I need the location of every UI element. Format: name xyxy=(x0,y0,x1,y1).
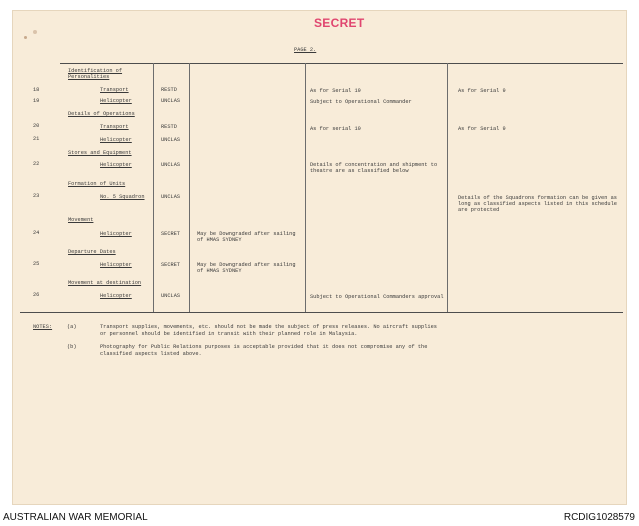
footer-source: AUSTRALIAN WAR MEMORIAL xyxy=(3,512,148,523)
section-heading: Details of Operations xyxy=(68,111,135,117)
other-cell: As for Serial 9 xyxy=(458,126,506,132)
column-divider xyxy=(189,63,190,312)
serial-number: 25 xyxy=(33,261,40,267)
downgrade-note: May be Downgraded after sailing of HMAS SYDNEY xyxy=(197,262,296,274)
remarks-cell: Details of concentration and shipment to theatre are as classified below xyxy=(310,162,438,174)
classification-cell: SECRET xyxy=(161,262,181,268)
item-name: No. 5 Squadron xyxy=(100,194,145,200)
table-top-rule xyxy=(60,63,623,64)
section-heading: Movement at destination xyxy=(68,280,142,286)
section-heading: Stores and Equipment xyxy=(68,150,132,156)
section-heading: Movement xyxy=(68,217,94,223)
punch-hole-mark xyxy=(24,36,27,39)
stain-mark xyxy=(33,30,37,34)
remarks-cell: Subject to Operational Commander xyxy=(310,99,412,105)
document-page xyxy=(12,10,627,505)
remarks-cell: Subject to Operational Commanders approval xyxy=(310,294,444,300)
item-name: Helicopter xyxy=(100,231,132,237)
other-cell: As for Serial 9 xyxy=(458,88,506,94)
classification-cell: UNCLAS xyxy=(161,162,181,168)
classification-cell: UNCLAS xyxy=(161,137,181,143)
notes-heading: NOTES: xyxy=(33,324,53,330)
downgrade-note: May be Downgraded after sailing of HMAS SYDNEY xyxy=(197,231,296,243)
section-heading: Identification of Personalities xyxy=(68,68,123,80)
serial-number: 19 xyxy=(33,98,40,104)
item-name: Helicopter xyxy=(100,137,132,143)
footer-record-id: RCDIG1028579 xyxy=(563,512,635,523)
item-name: Helicopter xyxy=(100,162,132,168)
serial-number: 24 xyxy=(33,230,40,236)
item-name: Transport xyxy=(100,87,129,93)
serial-number: 20 xyxy=(33,123,40,129)
note-text: Transport supplies, movements, etc. should not be made the subject of press releases. No aircraft supplies xyxy=(100,324,437,330)
item-name: Helicopter xyxy=(100,262,132,268)
classification-cell: UNCLAS xyxy=(161,98,181,104)
column-divider xyxy=(153,63,154,312)
serial-number: 21 xyxy=(33,136,40,142)
classification-stamp: SECRET xyxy=(314,16,365,30)
other-cell: Details of the Squadrons formation can be given as long as classified aspects listed in this schedule are protected xyxy=(458,195,617,213)
item-name: Helicopter xyxy=(100,293,132,299)
classification-cell: UNCLAS xyxy=(161,194,181,200)
note-label: (a) xyxy=(67,324,77,330)
table-bottom-rule xyxy=(20,312,623,313)
classification-cell: RESTD xyxy=(161,124,177,130)
note-text: classified aspects listed above. xyxy=(100,351,202,357)
classification-cell: UNCLAS xyxy=(161,293,181,299)
serial-number: 18 xyxy=(33,87,40,93)
remarks-cell: As for Serial 19 xyxy=(310,88,361,94)
page-number: PAGE 2. xyxy=(294,47,317,53)
note-text: or personnel should be identified in transit with their planned role in Malaysia. xyxy=(100,331,358,337)
item-name: Transport xyxy=(100,124,129,130)
serial-number: 26 xyxy=(33,292,40,298)
note-label: (b) xyxy=(67,344,77,350)
column-divider xyxy=(305,63,306,312)
remarks-cell: As for serial 10 xyxy=(310,126,361,132)
item-name: Helicopter xyxy=(100,98,132,104)
classification-cell: SECRET xyxy=(161,231,181,237)
section-heading: Formation of Units xyxy=(68,181,126,187)
note-text: Photography for Public Relations purposes is acceptable provided that it does not compromise any of the xyxy=(100,344,428,350)
column-divider xyxy=(447,63,448,312)
classification-cell: RESTD xyxy=(161,87,177,93)
section-heading: Departure Dates xyxy=(68,249,116,255)
serial-number: 23 xyxy=(33,193,40,199)
serial-number: 22 xyxy=(33,161,40,167)
